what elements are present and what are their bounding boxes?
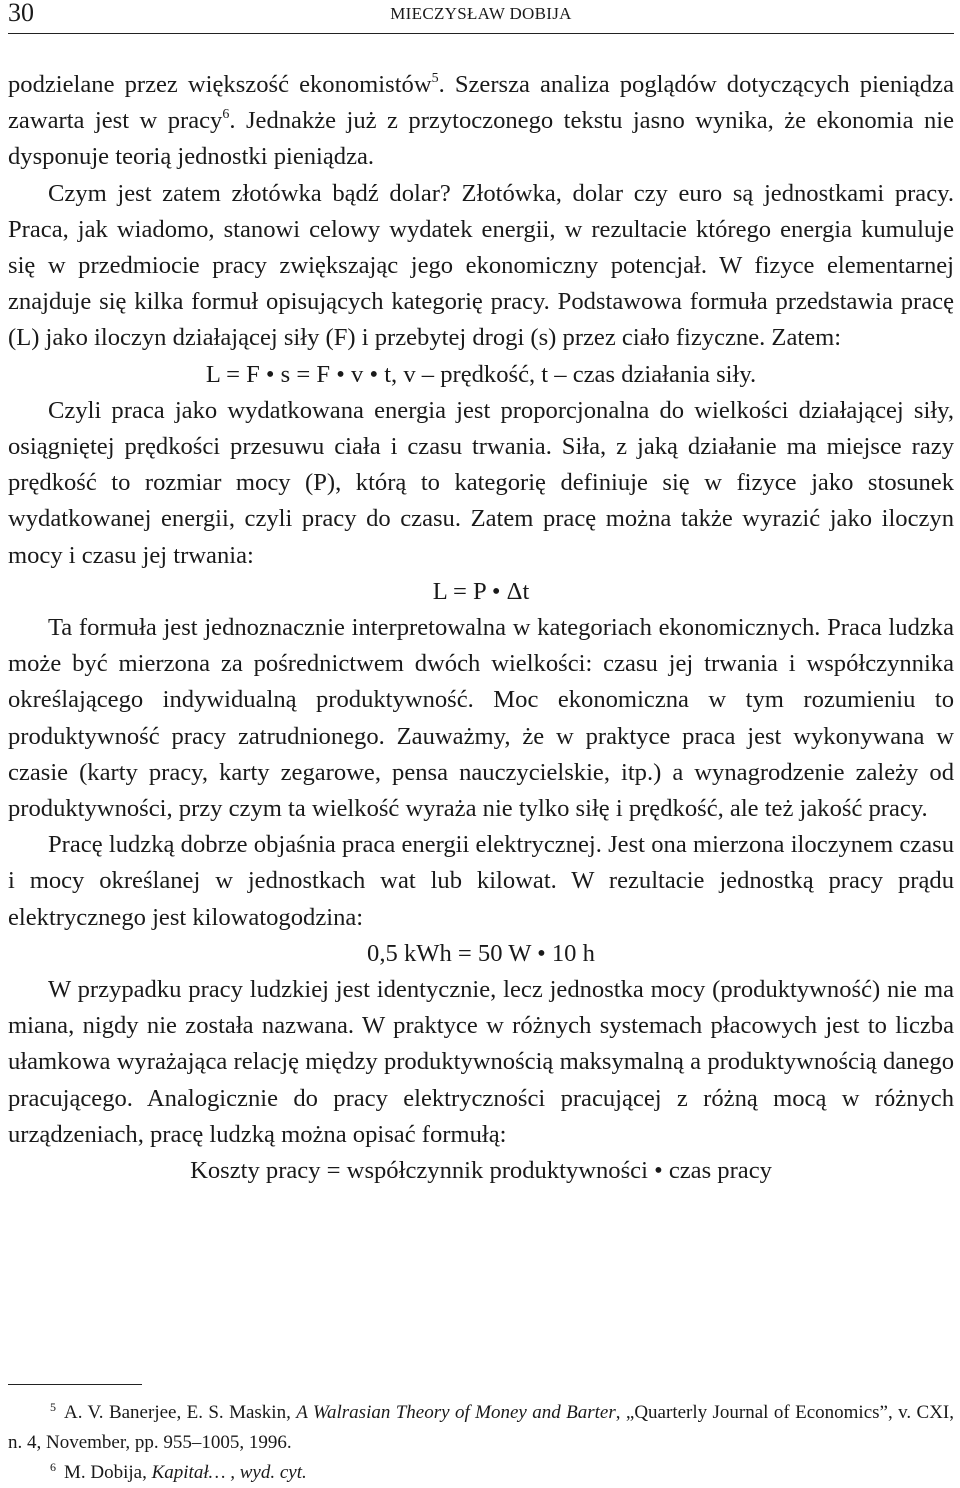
paragraph-1-text-a: podzielane przez większość ekonomistów [8,71,432,98]
running-head: MIECZYSŁAW DOBIJA [390,4,572,23]
paragraph-3: Czyli praca jako wydatkowana energia jest proporcjonalna do wielkości działającej siły, osiągniętej prędkości przesuwu ciała i czasu trwania. Siła, z jaką działanie ma miejsce razy prędkość to rozmiar mocy (P), którą to kategorię definiuje się w fizyce jako stosunek wydatkowanej energii, czyli pracy do czasu. Zatem pracę można także wyrazić jako iloczyn mocy i czasu jej trwania: [8,396,954,569]
footnote-5 [8,1398,954,1458]
footnote-ref-6[interactable]: 6 [222,107,230,123]
footnote-6 [8,1458,954,1488]
footnote-6-title: Kapitał… , wyd. cyt. [151,1462,307,1483]
footnotes [8,1398,954,1488]
paragraph-1-text-c: . Jednakże już z przytoczonego tekstu jasno wynika, że ekonomia nie dysponuje teorią jednostki pieniądza. [8,107,955,171]
footnote-6-author: M. Dobija, [64,1462,152,1483]
footnote-5-authors: A. V. Banerjee, E. S. Maskin, [64,1402,297,1423]
book-page [8,0,955,1483]
body-text [8,67,954,1189]
footnote-rule [8,1384,142,1385]
footnote-5-title: A Walrasian Theory of Money and Barter [296,1402,616,1423]
paragraph-6: W przypadku pracy ludzkiej jest identycznie, lecz jednostka mocy (produktywność) nie ma miana, nigdy nie została nazwana. W praktyce w różnych systemach płacowych jest to liczba ułamkowa wyrażająca relację między produktywnością maksymalną a produktywnością danego pracującego. Analogicznie do pracy elektryczności pracującej z różną mocą w różnych urządzeniach, pracę ludzką można opisać formułą: [8,976,954,1148]
footnote-5-number: 5 [50,1400,56,1414]
header-rule [8,33,954,34]
formula-work-force: L = F • s = F • v • t, v – prędkość, t – czas działania siły. [205,360,757,388]
page-header [8,0,954,34]
page-number: 30 [8,0,34,27]
paragraph-1 [8,67,954,176]
formula-work-power: L = P • Δt [432,577,530,605]
footnote-6-number: 6 [50,1460,56,1474]
paragraph-5: Pracę ludzką dobrze objaśnia praca energii elektrycznej. Jest ona mierzona iloczynem czasu i mocy określanej w jednostkach wat lub kilowat. W rezultacie jednostką pracy prądu elektrycznego jest kilowatogodzina: [8,831,954,931]
formula-labour-cost: Koszty pracy = współczynnik produktywności • czas pracy [190,1157,772,1185]
paragraph-1-text-b: . Szersza analiza poglądów dotyczących pieniądza zawarta jest w pracy [8,71,954,135]
paragraph-2: Czym jest zatem złotówka bądź dolar? Złotówka, dolar czy euro są jednostkami pracy. Praca, jak wiadomo, stanowi celowy wydatek energii, w rezultacie którego energia kumuluje się w przedmiocie pracy zwiększając jego ekonomiczny potencjał. W fizyce elementarnej znajduje się kilka formuł opisujących kategorię pracy. Podstawowa formuła przedstawia pracę (L) jako iloczyn działającej siły (F) i przebytej drogi (s) przez ciało fizyczne. Zatem: [8,179,954,352]
footnote-ref-5[interactable]: 5 [431,71,439,86]
paragraph-4: Ta formuła jest jednoznacznie interpretowalna w kategoriach ekonomicznych. Praca ludzka może być mierzona za pośrednictwem dwóch wielkości: czasu jej trwania i współczynnika określającego indywidualną produktywność. Moc ekonomiczna w tym rozumieniu to produktywność pracy zatrudnionego. Zauważmy, że w praktyce praca jest wykonywana w czasie (karty pracy, karty zegarowe, pensa nauczycielskie, itp.) a wynagrodzenie zależy od produktywności, przy czym ta wielkość wyraża nie tylko siłę i prędkość, ale też jakość pracy. [8,614,954,823]
formula-kilowatt-hour: 0,5 kWh = 50 W • 10 h [367,939,595,967]
footnote-5-source: , „Quarterly Journal of Economics”, v. CXI, n. 4, November, pp. 955–1005, 1996. [8,1402,954,1453]
